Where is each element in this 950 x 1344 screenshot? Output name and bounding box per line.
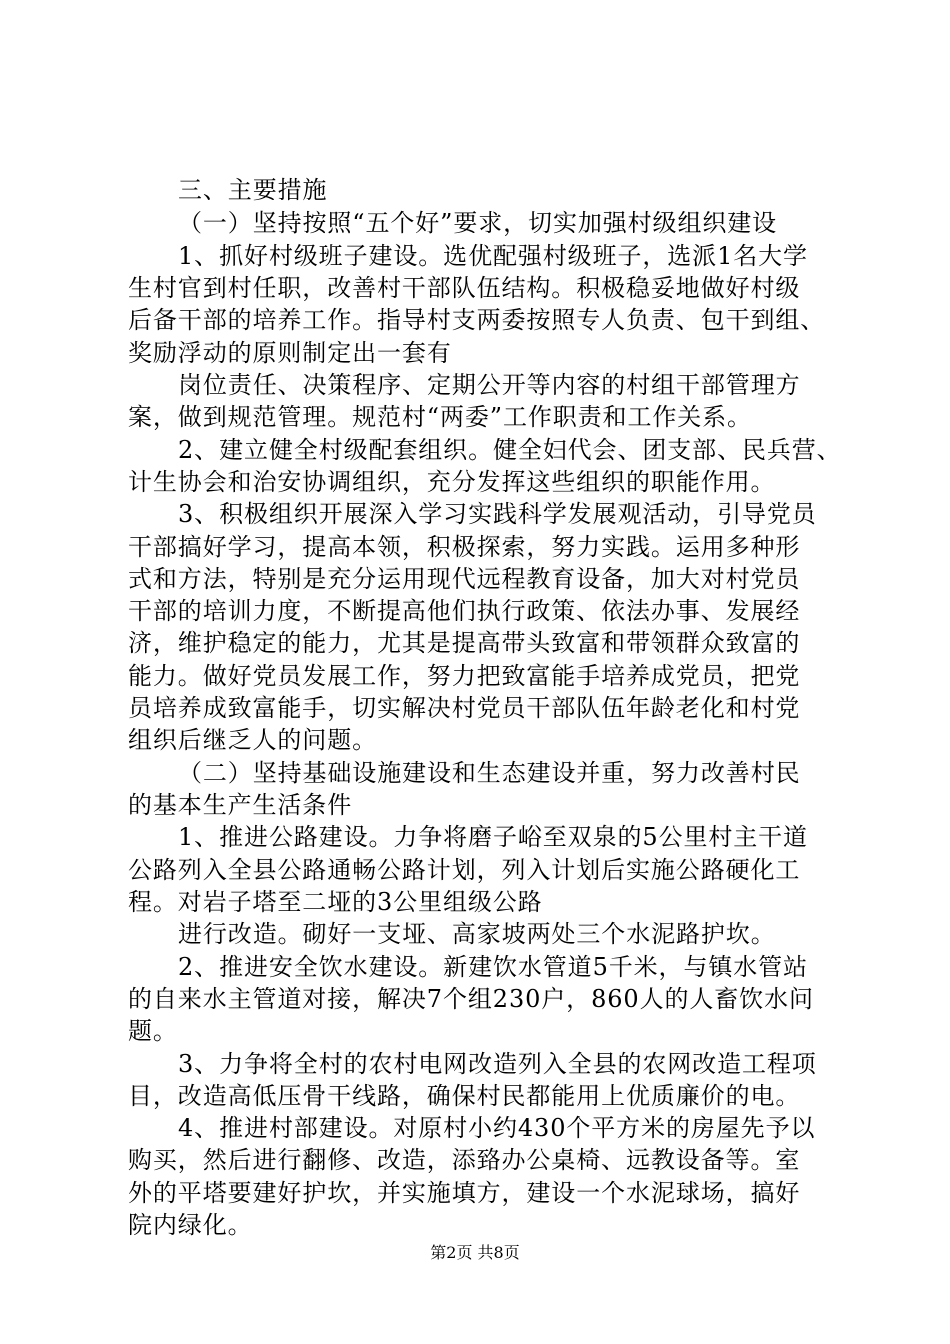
subsection-heading: （一）坚持按照“五个好”要求，切实加强村级组织建设 [178,209,778,237]
page-footer [0,1243,950,1263]
paragraph-line: 的自来水主管道对接，解决7个组230户，860人的人畜饮水问 [128,985,814,1013]
paragraph-line: 外的平塔要建好护坎，并实施填方，建设一个水泥球场，搞好 [128,1179,801,1207]
paragraph-line: 组织后继乏人的问题。 [128,726,377,754]
paragraph-line: 1、抓好村级班子建设。选优配强村级班子，选派1名大学 [178,242,808,270]
paragraph-line: 式和方法，特别是充分运用现代远程教育设备，加大对村党员 [128,565,801,593]
paragraph-line: 干部的培训力度，不断提高他们执行政策、依法办事、发展经 [128,597,801,625]
paragraph-line: 生村官到村任职，改善村干部队伍结构。积极稳妥地做好村级 [128,274,801,302]
paragraph-line: 案，做到规范管理。规范村“两委”工作职责和工作关系。 [128,403,752,431]
subsection-heading: 的基本生产生活条件 [128,791,353,819]
paragraph-line: 程。对岩子塔至二垭的3公里组级公路 [128,888,543,916]
page-number: 第2页 共8页 [430,1243,520,1262]
paragraph-line: 公路列入全县公路通畅公路计划，列入计划后实施公路硬化工 [128,856,801,884]
paragraph-line: 购买，然后进行翻修、改造，添臵办公桌椅、远教设备等。室 [128,1146,801,1174]
paragraph-line: 岗位责任、决策程序、定期公开等内容的村组干部管理方 [178,371,801,399]
paragraph-line: 员培养成致富能手，切实解决村党员干部队伍年龄老化和村党 [128,694,801,722]
paragraph-line: 2、建立健全村级配套组织。健全妇代会、团支部、民兵营、 [178,436,842,464]
subsection-heading: （二）坚持基础设施建设和生态建设并重，努力改善村民 [178,759,801,787]
paragraph-line: 题。 [128,1017,178,1045]
paragraph-line: 后备干部的培养工作。指导村支两委按照专人负责、包干到组、 [128,306,826,334]
paragraph-line: 1、推进公路建设。力争将磨子峪至双泉的5公里村主干道 [178,823,808,851]
paragraph-line: 济，维护稳定的能力，尤其是提高带头致富和带领群众致富的 [128,629,801,657]
paragraph-line: 计生协会和治安协调组织，充分发挥这些组织的职能作用。 [128,468,776,496]
paragraph-line: 2、推进安全饮水建设。新建饮水管道5千米，与镇水管站 [178,953,808,981]
paragraph-line: 进行改造。砌好一支垭、高家坡两处三个水泥路护坎。 [178,920,776,948]
section-heading: 三、主要措施 [178,176,328,204]
paragraph-line: 干部搞好学习，提高本领，积极探索，努力实践。运用多种形 [128,533,801,561]
paragraph-line: 4、推进村部建设。对原村小约430个平方米的房屋先予以 [178,1114,816,1142]
paragraph-line: 能力。做好党员发展工作，努力把致富能手培养成党员，把党 [128,662,801,690]
paragraph-line: 3、力争将全村的农村电网改造列入全县的农网改造工程项 [178,1050,817,1078]
paragraph-line: 目，改造高低压骨干线路，确保村民都能用上优质廉价的电。 [128,1082,801,1110]
paragraph-line: 奖励浮动的原则制定出一套有 [128,339,452,367]
paragraph-line: 3、积极组织开展深入学习实践科学发展观活动，引导党员 [178,500,817,528]
paragraph-line: 院内绿化。 [128,1211,253,1239]
